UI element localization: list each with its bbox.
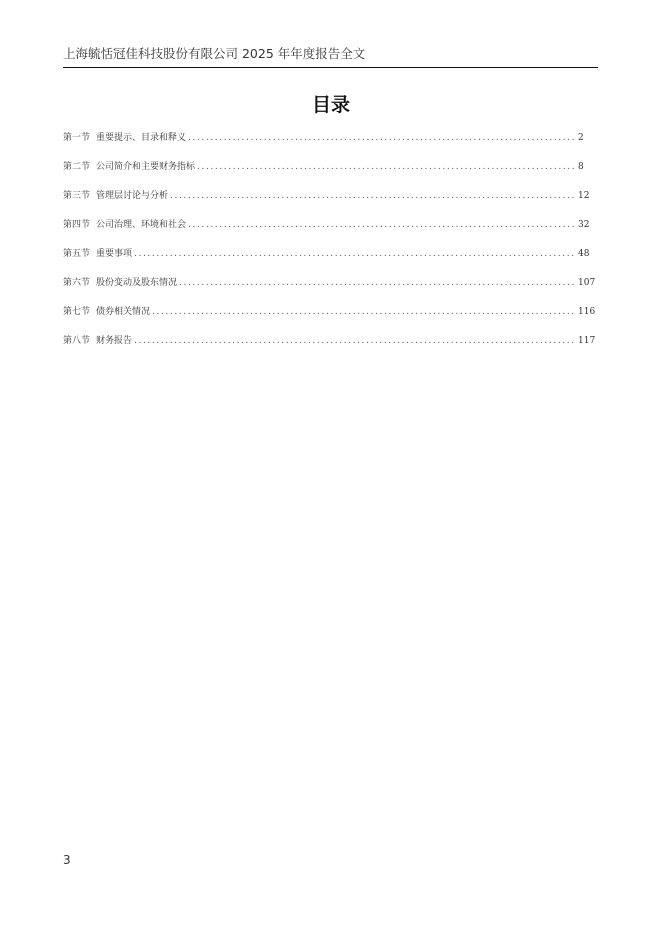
toc-page-number: 48 [578, 249, 590, 259]
toc-entry[interactable] [63, 158, 608, 187]
toc-entry[interactable] [63, 129, 608, 158]
toc-section-number: 第七节 [63, 307, 91, 317]
toc-dot-leader [134, 332, 574, 350]
toc-section-number: 第二节 [63, 162, 91, 172]
toc-entry[interactable] [63, 216, 608, 245]
toc-section-title: 股份变动及股东情况 [96, 278, 178, 288]
toc-dot-leader [170, 187, 574, 205]
document-header: 上海毓恬冠佳科技股份有限公司 2025 年年度报告全文 [63, 46, 366, 61]
toc-list [63, 129, 608, 361]
toc-page-number: 12 [578, 191, 590, 201]
toc-page-number: 2 [578, 133, 584, 143]
toc-page-number: 116 [578, 307, 596, 317]
page-number: 3 [63, 853, 71, 867]
toc-section-number: 第五节 [63, 249, 91, 259]
toc-section-title: 公司简介和主要财务指标 [96, 162, 196, 172]
toc-dot-leader [188, 129, 574, 147]
toc-section-title: 重要提示、目录和释义 [96, 133, 187, 143]
toc-section-number: 第四节 [63, 220, 91, 230]
toc-entry[interactable] [63, 303, 608, 332]
header-divider [63, 67, 598, 68]
toc-dot-leader [152, 303, 574, 321]
toc-page-number: 117 [578, 336, 596, 346]
toc-section-number: 第三节 [63, 191, 91, 201]
toc-section-title: 债券相关情况 [96, 307, 151, 317]
toc-entry[interactable] [63, 245, 608, 274]
toc-entry[interactable] [63, 274, 608, 303]
toc-page-number: 32 [578, 220, 590, 230]
toc-section-title: 财务报告 [96, 336, 133, 346]
toc-page-number: 8 [578, 162, 584, 172]
toc-section-title: 管理层讨论与分析 [96, 191, 169, 201]
toc-dot-leader [188, 216, 574, 234]
toc-title: 目录 [311, 94, 350, 116]
toc-dot-leader [134, 245, 574, 263]
toc-section-number: 第六节 [63, 278, 91, 288]
toc-entry[interactable] [63, 332, 608, 361]
toc-dot-leader [197, 158, 574, 176]
toc-page-number: 107 [578, 278, 596, 288]
toc-dot-leader [179, 274, 574, 292]
toc-section-title: 公司治理、环境和社会 [96, 220, 187, 230]
toc-entry[interactable] [63, 187, 608, 216]
toc-section-number: 第八节 [63, 336, 91, 346]
toc-section-number: 第一节 [63, 133, 91, 143]
toc-section-title: 重要事项 [96, 249, 133, 259]
